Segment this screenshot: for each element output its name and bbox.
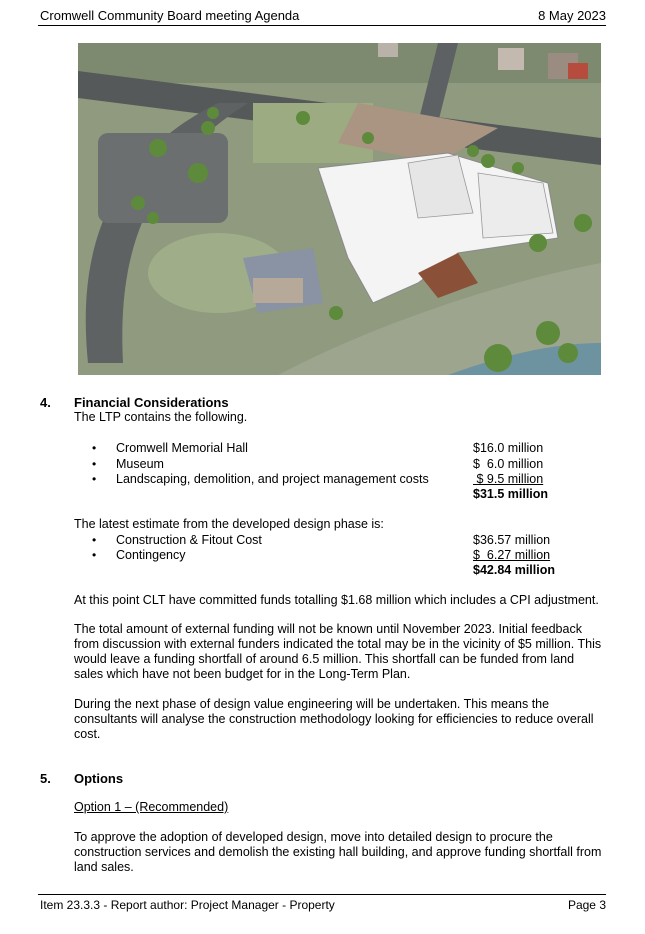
estimate-total: $42.84 million: [473, 563, 555, 577]
ltp-item-label: Cromwell Memorial Hall: [116, 441, 248, 455]
estimate-item-label: Construction & Fitout Cost: [116, 533, 262, 547]
section-5-number: 5.: [40, 771, 51, 786]
site-plan-image: [78, 43, 601, 375]
section-4-title: Financial Considerations: [74, 395, 229, 410]
bullet-icon: •: [92, 472, 97, 486]
footer-rule: [38, 894, 606, 895]
option-1-text: To approve the adoption of developed design, move into detailed design to procure the construction services and demolish the existing hall building, and approve funding shortfall from land sales.: [74, 830, 602, 874]
external-funding-paragraph: The total amount of external funding will not be known until November 2023. Initial feedback from discussion with external funders indicated the total may be in the vicinity of $5 million. This would leave a funding shortfall of around 6.5 million. This shortfall can be funded from land sales which have not been budget for in the Long-Term Plan.: [74, 622, 602, 681]
bullet-icon: •: [92, 457, 97, 471]
footer-item: Item 23.3.3 - Report author: Project Manager - Property: [40, 898, 335, 912]
bullet-icon: •: [92, 533, 97, 547]
bullet-icon: •: [92, 548, 97, 562]
bullet-icon: •: [92, 441, 97, 455]
ltp-item-amount: $16.0 million: [473, 441, 544, 455]
option-1-heading: Option 1 – (Recommended): [74, 800, 229, 814]
ltp-item-label: Museum: [116, 457, 164, 471]
estimate-intro: The latest estimate from the developed design phase is:: [74, 517, 384, 531]
header-title: Cromwell Community Board meeting Agenda: [40, 8, 300, 23]
estimate-item-label: Contingency: [116, 548, 186, 562]
section-5-title: Options: [74, 771, 124, 786]
section-4-number: 4.: [40, 395, 51, 410]
committed-funds-paragraph: At this point CLT have committed funds totalling $1.68 million which includes a CPI adjustment.: [74, 593, 599, 607]
ltp-item-amount: $ 6.0 million: [473, 457, 544, 471]
ltp-item-amount: $ 9.5 million: [473, 472, 544, 486]
header-rule: [38, 25, 606, 26]
header-date: 8 May 2023: [538, 8, 606, 23]
estimate-item-amount: $ 6.27 million: [473, 548, 551, 562]
section-4-intro: The LTP contains the following.: [74, 410, 248, 424]
footer-page-number: Page 3: [567, 898, 606, 912]
ltp-item-label: Landscaping, demolition, and project management costs: [116, 472, 429, 486]
value-engineering-paragraph: During the next phase of design value engineering will be undertaken. This means the consultants will analyse the construction methodology looking for efficiencies to reduce overall cost.: [74, 697, 594, 741]
estimate-item-amount: $36.57 million: [473, 533, 551, 547]
ltp-total: $31.5 million: [473, 487, 549, 501]
